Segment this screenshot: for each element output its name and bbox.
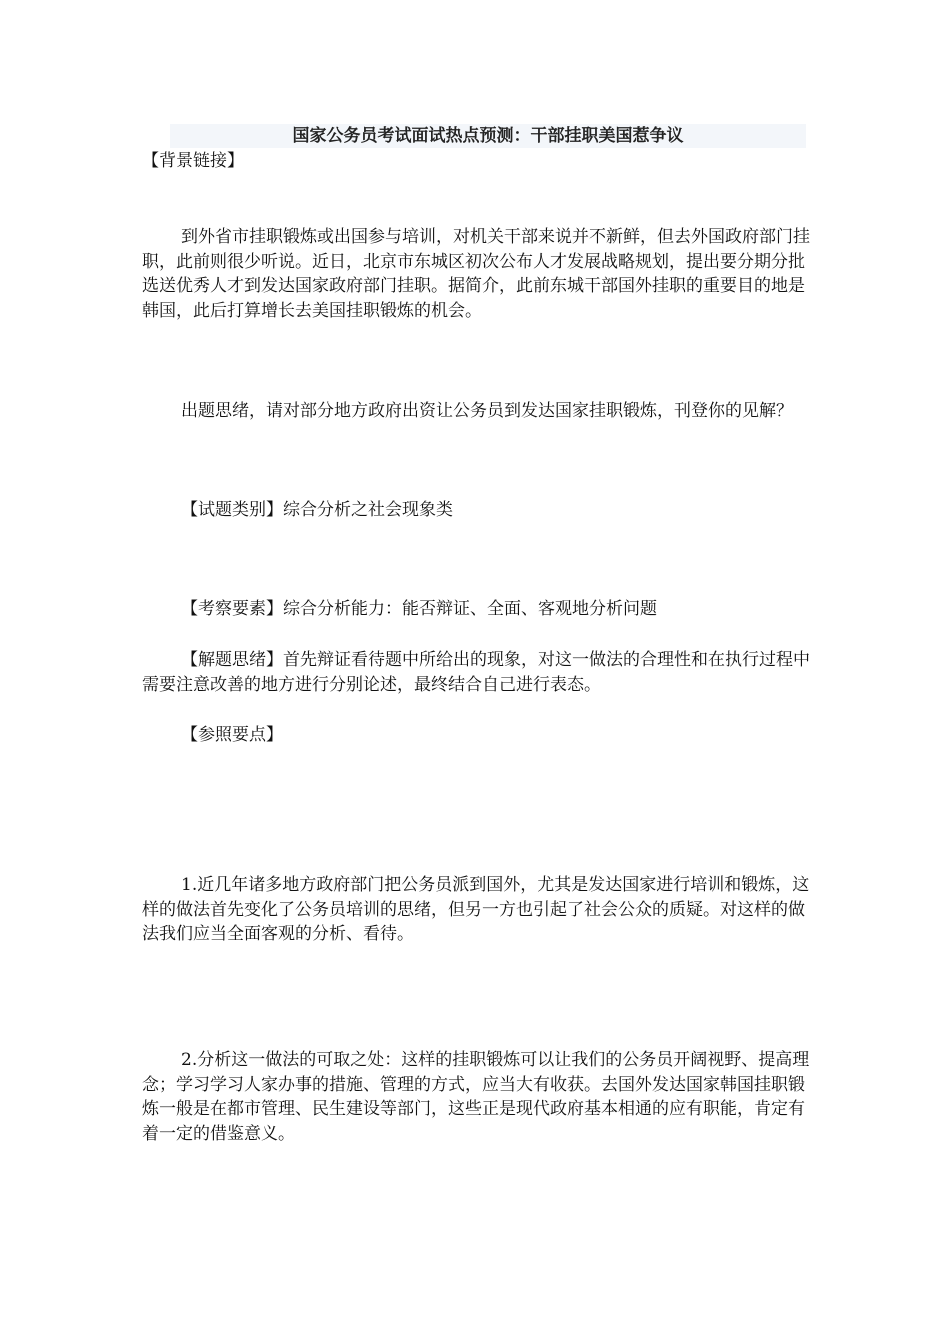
background-paragraph bbox=[142, 225, 810, 323]
reference-label: 【参照要点】 bbox=[181, 725, 283, 745]
question-paragraph bbox=[142, 399, 810, 424]
category-paragraph bbox=[142, 498, 810, 523]
approach-paragraph bbox=[142, 648, 810, 697]
category-text: 【试题类别】综合分析之社会现象类 bbox=[181, 500, 453, 520]
reference-paragraph bbox=[142, 723, 810, 748]
point1-paragraph bbox=[142, 873, 810, 947]
background-label: 【背景链接】 bbox=[142, 151, 244, 171]
elements-text: 【考察要素】综合分析能力：能否辩证、全面、客观地分析问题 bbox=[181, 599, 657, 619]
document-title: 国家公务员考试面试热点预测：干部挂职美国惹争议 bbox=[292, 126, 684, 146]
question-text: 出题思绪，请对部分地方政府出资让公务员到发达国家挂职锻炼，刊登你的见解？ bbox=[181, 401, 793, 421]
point1-text: 1.近几年诸多地方政府部门把公务员派到国外，尤其是发达国家进行培训和锻炼，这样的做法首先变化了公务员培训的思绪，但另一方也引起了社会公众的质疑。对这样的做法我们应当全面客观的分析、看待。 bbox=[142, 875, 810, 944]
approach-text: 【解题思绪】首先辩证看待题中所给出的现象，对这一做法的合理性和在执行过程中需要注意改善的地方进行分别论述，最终结合自己进行表态。 bbox=[142, 650, 810, 695]
elements-paragraph bbox=[142, 597, 810, 622]
point2-text: 2.分析这一做法的可取之处：这样的挂职锻炼可以让我们的公务员开阔视野、提高理念；学习学习人家办事的措施、管理的方式，应当大有收获。去国外发达国家韩国挂职锻炼一般是在都市管理、民生建设等部门，这些正是现代政府基本相通的应有职能，肯定有着一定的借鉴意义。 bbox=[142, 1050, 810, 1144]
point2-paragraph bbox=[142, 1048, 810, 1146]
background-text: 到外省市挂职锻炼或出国参与培训，对机关干部来说并不新鲜，但去外国政府部门挂职，此前则很少听说。近日，北京市东城区初次公布人才发展战略规划，提出要分期分批选送优秀人才到发达国家政府部门挂职。据简介，此前东城干部国外挂职的重要目的地是韩国，此后打算增长去美国挂职锻炼的机会。 bbox=[142, 227, 810, 321]
